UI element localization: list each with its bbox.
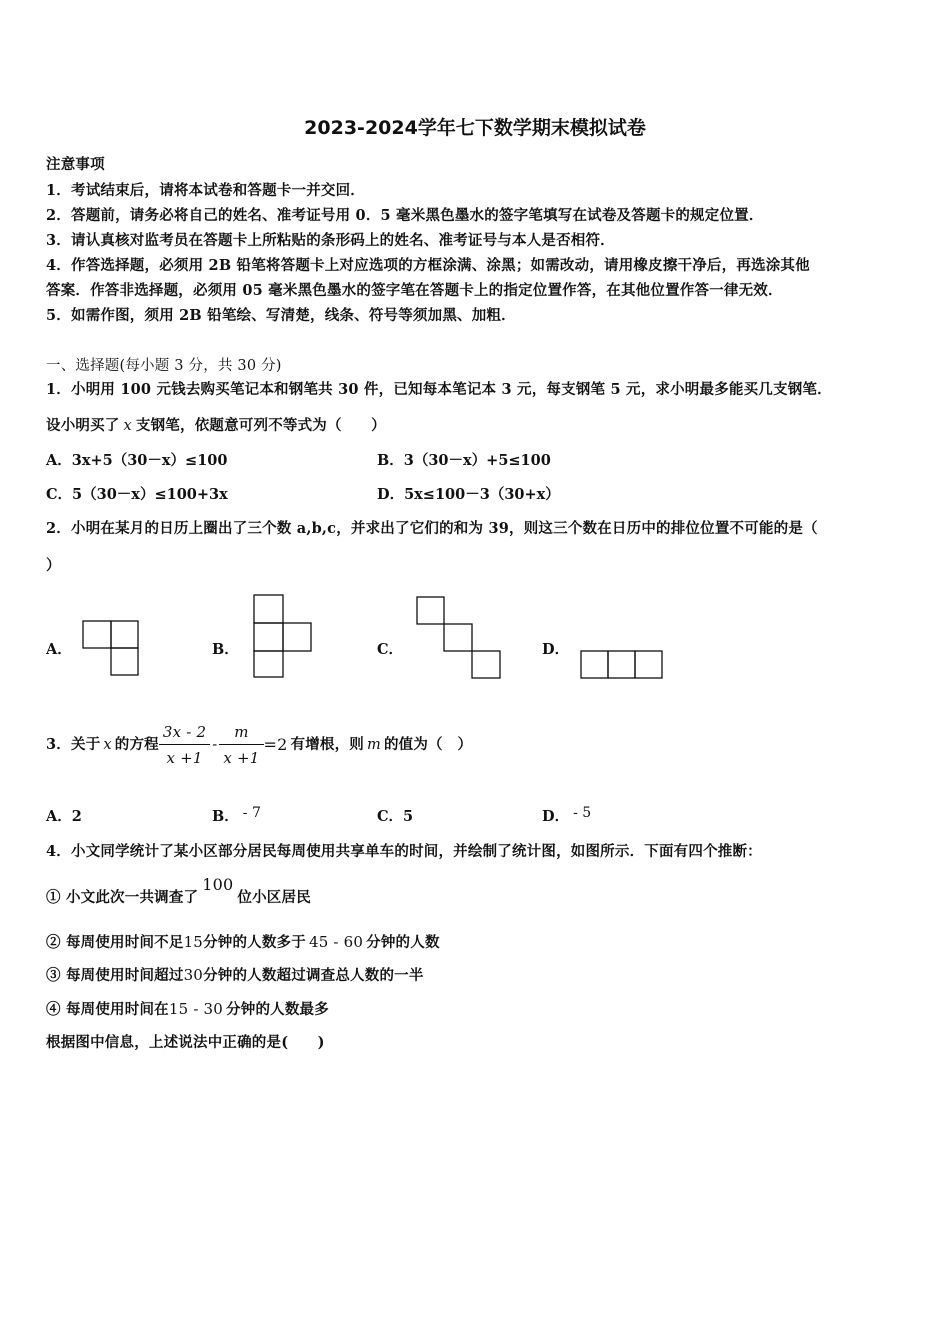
q1-ask-post: 支钢笔，依题意可列不等式为（ ） bbox=[135, 417, 386, 434]
q3-var-x: x bbox=[103, 737, 112, 753]
q1-stem: 1．小明用 100 元钱去购买笔记本和钢笔共 30 件，已知每本笔记本 3 元，每支钢笔 5 元，求小明最多能买几支钢笔． bbox=[46, 381, 832, 398]
q3-post1: 有增根，则 bbox=[290, 736, 364, 753]
q4-statement-1 bbox=[46, 875, 311, 907]
q4-s4-pre: ④ 每周使用时间在 bbox=[46, 1001, 169, 1018]
q2-option-b-figure bbox=[253, 594, 313, 678]
q1-ask bbox=[46, 414, 386, 435]
q4-statement-2 bbox=[46, 931, 440, 952]
q3-option-b bbox=[212, 805, 261, 826]
q2-stem-line1: 2．小明在某月的日历上圈出了三个数 a,b,c，并求出了它们的和为 39，则这三个数在日历中的排位位置不可能的是（ bbox=[46, 520, 818, 537]
q2-option-a-label: A． bbox=[46, 641, 72, 658]
q4-s2-mid: 分钟的人数多于 bbox=[203, 934, 306, 951]
q1-ask-var: x bbox=[123, 418, 132, 434]
q3-equals: =2 bbox=[263, 735, 288, 754]
q4-s2-range: 45 - 60 bbox=[308, 933, 364, 951]
q1-option-d: D．5x≤100－3（30+x） bbox=[377, 486, 560, 503]
q4-stem: 4．小文同学统计了某小区部分居民每周使用共享单车的时间，并绘制了统计图，如图所示．下面有四个推断： bbox=[46, 843, 762, 860]
q2-option-d-label: D． bbox=[542, 641, 570, 658]
q4-statement-4 bbox=[46, 998, 329, 1019]
q3-var-m: m bbox=[367, 737, 381, 753]
q4-s4-post: 分钟的人数最多 bbox=[226, 1001, 329, 1018]
page-title: 2023-2024学年七下数学期末模拟试卷 bbox=[304, 117, 646, 139]
q3-post2: 的值为（ ） bbox=[383, 736, 473, 753]
q4-s3-pre: ③ 每周使用时间超过 bbox=[46, 967, 184, 984]
q1-option-a: A．3x+5（30－x）≤100 bbox=[46, 452, 228, 469]
q4-statement-3 bbox=[46, 964, 424, 985]
q3-option-b-value: - 7 bbox=[242, 805, 261, 821]
notice-heading: 注意事项 bbox=[46, 156, 105, 173]
q1-option-c: C．5（30－x）≤100+3x bbox=[46, 486, 228, 503]
q4-s1-pre: ① 小文此次一共调查了 bbox=[46, 889, 199, 906]
q1-ask-pre: 设小明买了 bbox=[46, 417, 120, 434]
q4-s3-post: 分钟的人数超过调查总人数的一半 bbox=[203, 967, 424, 984]
q3-option-d-value: - 5 bbox=[573, 805, 592, 821]
q4-s2-post: 分钟的人数 bbox=[366, 934, 440, 951]
q1-option-b: B．3（30－x）+5≤100 bbox=[377, 452, 551, 469]
q4-s4-range: 15 - 30 bbox=[168, 1000, 224, 1018]
notice-item-3: 3．请认真核对监考员在答题卡上所粘贴的条形码上的姓名、准考证号与本人是否相符． bbox=[46, 232, 615, 249]
q2-option-d-figure bbox=[580, 650, 664, 680]
q3-pre: 3．关于 bbox=[46, 736, 101, 753]
q3-frac1-den: x +1 bbox=[166, 749, 203, 767]
q3-fraction-1 bbox=[159, 722, 210, 768]
q4-s2-num: 15 bbox=[183, 933, 204, 951]
q3-mid: 的方程 bbox=[114, 736, 159, 753]
notice-item-4: 4．作答选择题，必须用 2B 铅笔将答题卡上对应选项的方框涂满、涂黑；如需改动，请用橡皮擦干净后，再选涂其他 bbox=[46, 257, 810, 274]
q4-s3-num: 30 bbox=[183, 966, 204, 984]
notice-item-2: 2．答题前，请务必将自己的姓名、准考证号用 0．5 毫米黑色墨水的签字笔填写在试卷及答题卡的规定位置． bbox=[46, 207, 764, 224]
q3-option-c: C．5 bbox=[377, 808, 414, 825]
q4-ask: 根据图中信息，上述说法中正确的是( ) bbox=[46, 1034, 325, 1051]
q2-stem-line2: ） bbox=[46, 557, 61, 574]
notice-item-1: 1．考试结束后，请将本试卷和答题卡一并交回． bbox=[46, 182, 365, 199]
q2-option-c-figure bbox=[416, 596, 502, 680]
q2-option-c-label: C． bbox=[377, 641, 404, 658]
q3-stem bbox=[46, 722, 472, 768]
q3-option-a: A．2 bbox=[46, 808, 82, 825]
notice-item-4-cont: 答案．作答非选择题，必须用 05 毫米黑色墨水的签字笔在答题卡上的指定位置作答，在其他位置作答一律无效． bbox=[46, 282, 783, 299]
q2-option-a-figure bbox=[82, 620, 140, 676]
q3-option-d-label: D． bbox=[542, 808, 570, 825]
q3-frac2-num: m bbox=[219, 722, 263, 745]
section-heading: 一、选择题(每小题 3 分，共 30 分) bbox=[46, 358, 282, 374]
q3-option-d bbox=[542, 805, 591, 826]
q3-fraction-2 bbox=[219, 722, 263, 768]
q2-option-b-label: B． bbox=[212, 641, 239, 658]
q4-s1-num: 100 bbox=[202, 875, 234, 894]
q3-frac2-den: x +1 bbox=[223, 749, 260, 767]
q4-s1-post: 位小区居民 bbox=[237, 889, 311, 906]
q4-s2-pre: ② 每周使用时间不足 bbox=[46, 934, 184, 951]
q3-minus: - bbox=[212, 737, 218, 753]
q3-option-b-label: B． bbox=[212, 808, 239, 825]
notice-item-5: 5．如需作图，须用 2B 铅笔绘、写清楚，线条、符号等须加黑、加粗． bbox=[46, 307, 516, 324]
q3-frac1-num: 3x - 2 bbox=[159, 722, 210, 745]
